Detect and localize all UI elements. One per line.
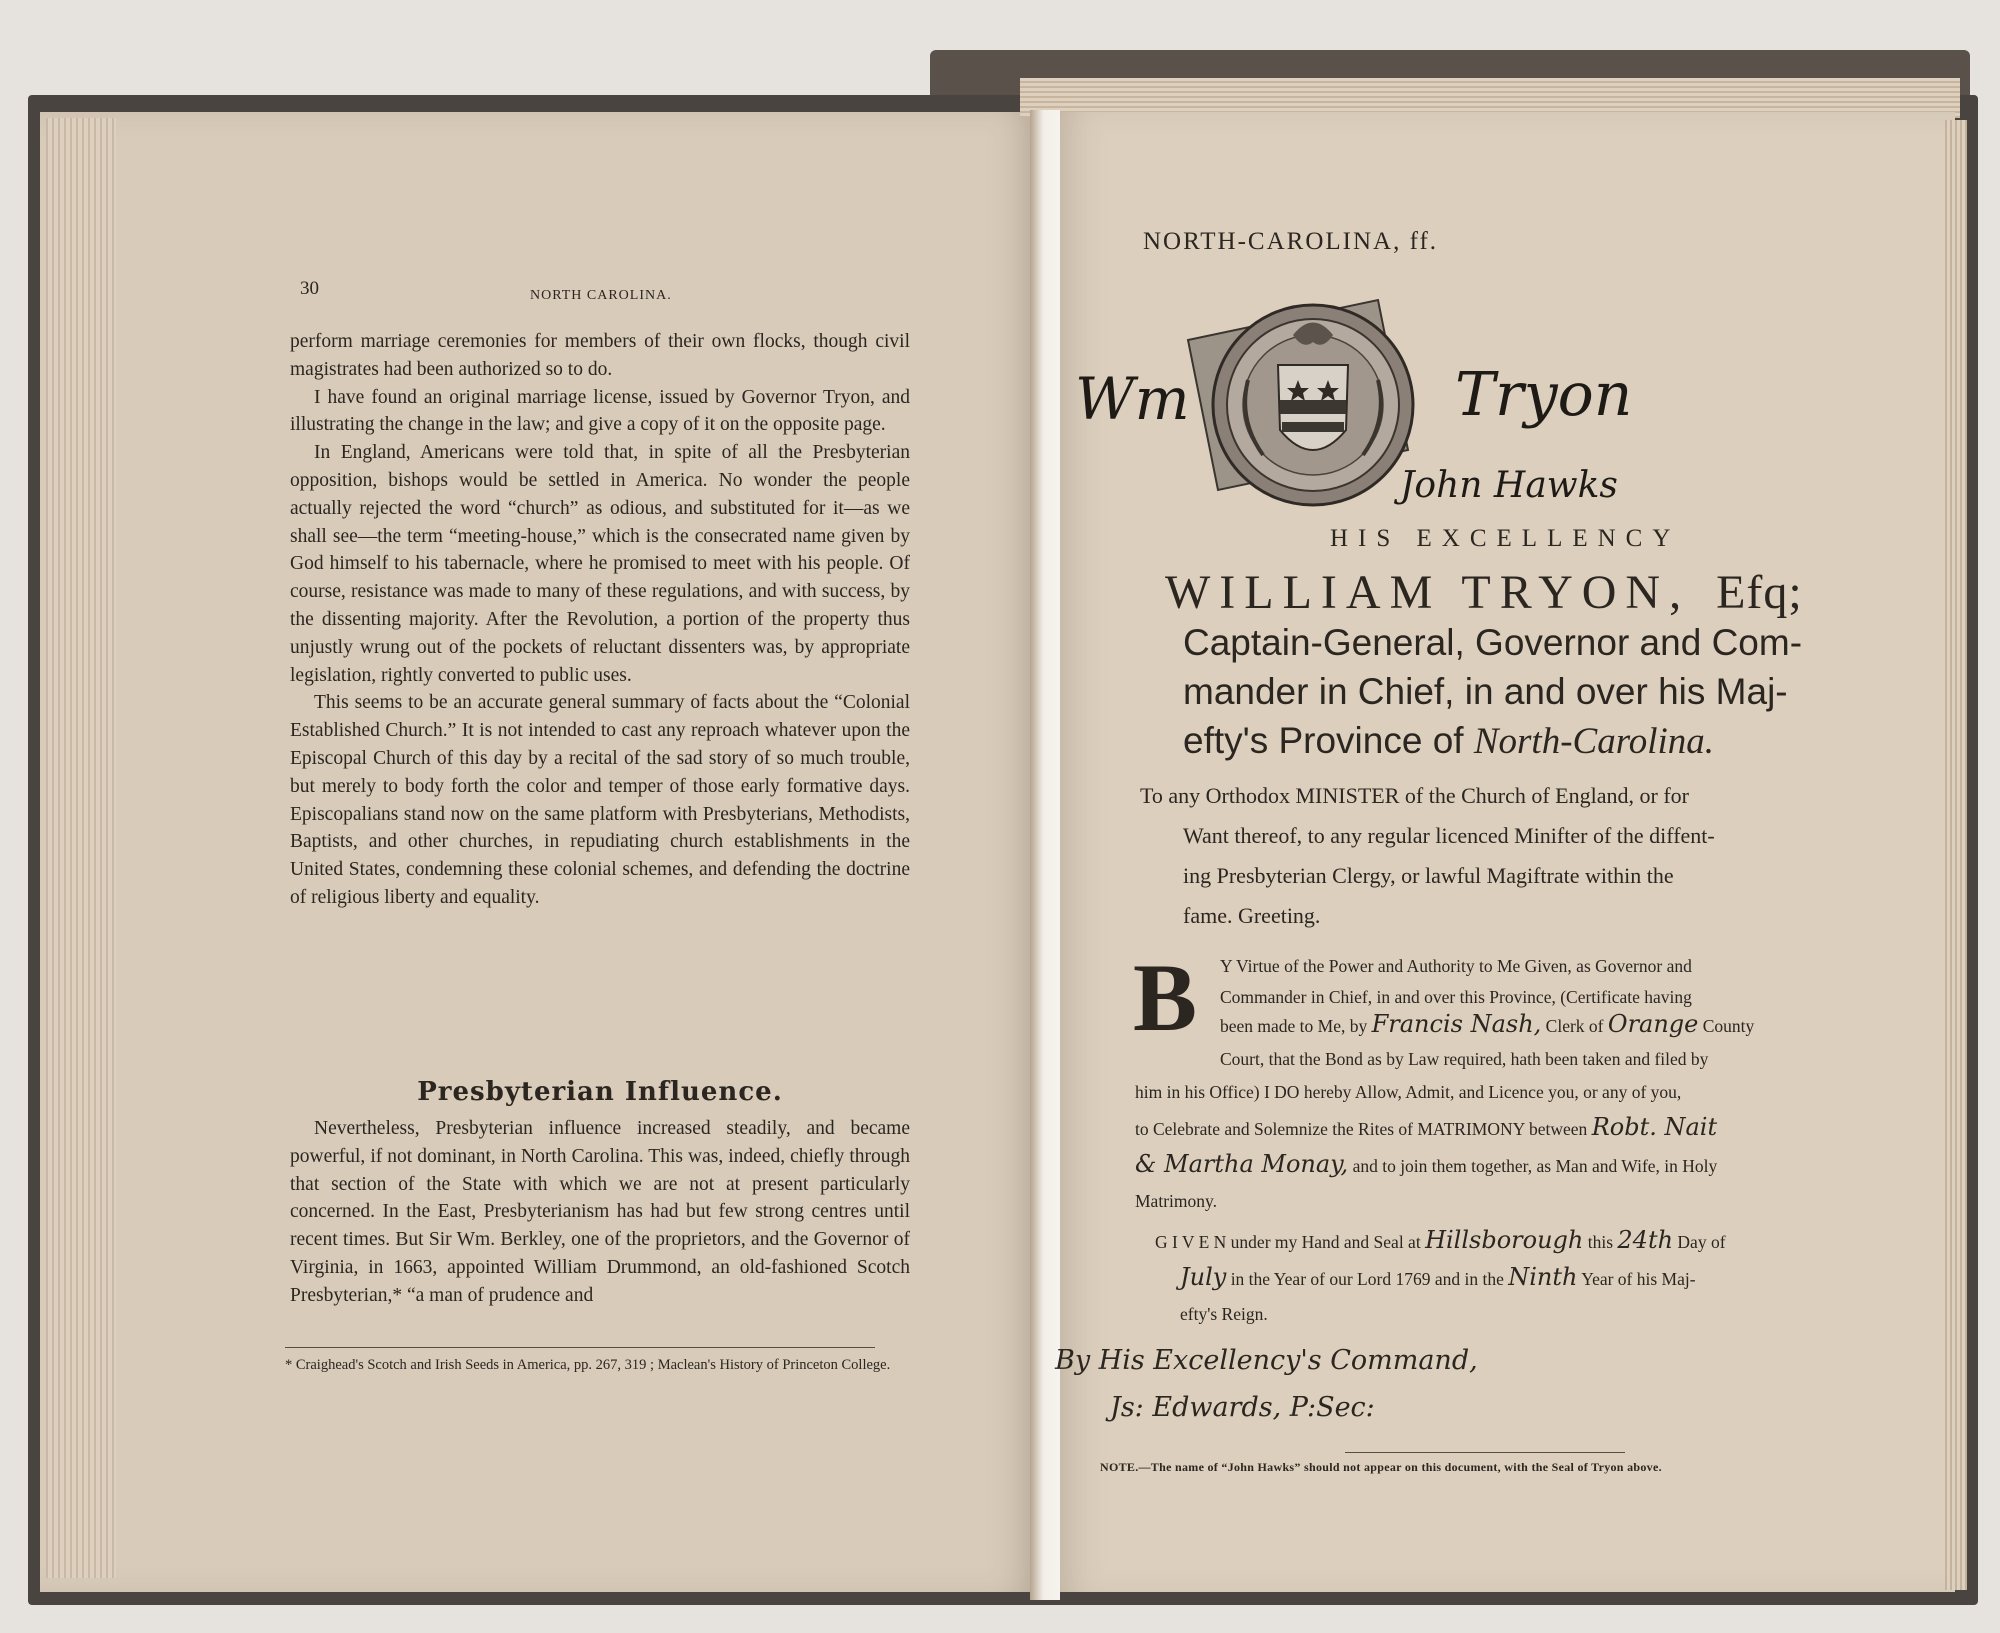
body-line-8: Matrimony. — [1135, 1191, 1217, 1211]
given-text-b: this — [1587, 1232, 1614, 1252]
address-line-4: fame. Greeting. — [1183, 903, 1321, 928]
page-number: 30 — [300, 278, 319, 299]
hillsborough-script: Hillsborough — [1425, 1226, 1584, 1254]
governor-title-line-1: Captain-General, Governor and Com- — [1183, 622, 1803, 663]
paragraph-4: This seems to be an accurate general summary of facts about the “Colonial Established Church.” It is not intended to cast any reproach whatever upon the Episcopal Church of this day by a recital of the sad story of so much trouble, but merely to body forth the color and temper of those early formative days. Episcopalians stand now on the same platform with Presbyterians, Methodists, Baptists, and other churches, in repudiating church establishments in the United States, condemning these colonial schemes, and defending the doctrine of religious liberty and equality. — [290, 692, 910, 908]
signature-john-hawks: John Hawks — [1400, 465, 1618, 506]
left-page-text — [290, 328, 910, 912]
body-line-7-b: and to join them together, as Man and Wife, in Holy — [1352, 1156, 1718, 1176]
body-line-3 — [1220, 1009, 1754, 1042]
book-gutter — [1030, 110, 1060, 1600]
paragraph-3: In England, Americans were told that, in spite of all the Presbyterian opposition, bishops would be settled in America. No wonder the people actually rejected the word “church” as odious, and substituted for it—as we shall see—the term “meeting-house,” which is the consecrated name given by God himself to his tabernacle, where he promised to meet with his people. Of course, resistance was made to many of these regulations, and with success, by the dissenting majority. After the Revolution, a portion of the property thus unjustly wrung out of the pockets of reluctant dissenters was, by appropriate legislation, rightly converted to public uses. — [290, 442, 910, 686]
july-script: July — [1180, 1263, 1227, 1291]
body-line-7 — [1135, 1149, 1717, 1182]
given-line-3: efty's Reign. — [1180, 1304, 1268, 1324]
address-line-2: Want thereof, to any regular licenced Minifter of the diffent- — [1183, 823, 1715, 848]
body-line-4: Court, that the Bond as by Law required, hath been taken and filed by — [1220, 1049, 1709, 1069]
bottom-note: NOTE.—The name of “John Hawks” should not appear on this document, with the Seal of Tryon above. — [1100, 1460, 1662, 1474]
running-head: NORTH CAROLINA. — [530, 288, 672, 303]
governor-title-line-2: mander in Chief, in and over his Maj- — [1183, 671, 1788, 712]
left-page-edges — [46, 118, 116, 1578]
esquire-text: Efq; — [1716, 566, 1803, 619]
his-excellency-heading: HIS EXCELLENCY — [1330, 525, 1681, 552]
wax-seal-image — [1178, 280, 1438, 530]
governor-name-text: WILLIAM TRYON, — [1165, 566, 1691, 619]
signature-wm: Wm — [1075, 365, 1190, 433]
body-line-5: him in his Office) I DO hereby Allow, Admit, and Licence you, or any of you, — [1135, 1082, 1682, 1102]
ninth-script: Ninth — [1508, 1263, 1578, 1291]
body-line-1: Y Virtue of the Power and Authority to Me Given, as Governor and — [1220, 956, 1692, 976]
body-line-2: Commander in Chief, in and over this Province, (Certificate having — [1220, 987, 1692, 1007]
address-line-1: To any Orthodox MINISTER of the Church of England, or for — [1140, 783, 1689, 808]
body-line-6 — [1135, 1112, 1717, 1145]
governor-title-line-3 — [1183, 716, 1853, 766]
paragraph-2: I have found an original marriage license, issued by Governor Tryon, and illustrating the change in the law; and give a copy of it on the opposite page. — [290, 386, 910, 436]
body-line-3-b: Clerk of — [1545, 1016, 1604, 1036]
command-line-1: By His Excellency's Command, — [1055, 1345, 1478, 1376]
given-text-a: G I V E N under my Hand and Seal at — [1155, 1232, 1421, 1252]
martha-monay-script: & Martha Monay, — [1135, 1150, 1349, 1178]
francis-nash-script: Francis Nash, — [1371, 1010, 1542, 1038]
section-heading: Presbyterian Influence. — [417, 1077, 783, 1107]
orange-script: Orange — [1607, 1010, 1699, 1038]
body-line-6-a: to Celebrate and Solemnize the Rites of MATRIMONY between — [1135, 1119, 1588, 1139]
address-line-3: ing Presbyterian Clergy, or lawful Magiftrate within the — [1183, 863, 1674, 888]
robt-nait-script: Robt. Nait — [1591, 1113, 1718, 1141]
command-line-2: Js: Edwards, P:Sec: — [1110, 1392, 1375, 1423]
given-text-c: Day of — [1677, 1232, 1726, 1252]
drop-cap: B — [1133, 944, 1198, 1051]
given-text-e: Year of his Maj- — [1581, 1269, 1696, 1289]
footnote-rule — [285, 1347, 875, 1348]
document-state-heading: NORTH-CAROLINA, ff. — [1143, 228, 1439, 255]
day-script: 24th — [1617, 1226, 1674, 1254]
signature-tryon: Tryon — [1455, 360, 1633, 430]
province-name: North-Carolina. — [1473, 721, 1715, 762]
section-paragraph: Nevertheless, Presbyterian influence increased steadily, and became powerful, if not dominant, in North Carolina. This was, indeed, chiefly through that section of the State with which we are not at present particularly concerned. In the East, Presbyterianism has had but few strong centres until recent times. But Sir Wm. Berkley, one of the proprietors, and the Governor of Virginia, in 1663, appointed William Drummond, an old-fashioned Scotch Presbyterian,* “a man of prudence and — [290, 1118, 910, 1306]
note-rule — [1345, 1452, 1625, 1453]
paragraph-1: perform marriage ceremonies for members of their own flocks, though civil magistrates had been authorized so to do. — [290, 331, 910, 380]
governor-name — [1165, 565, 1803, 620]
right-page-edges — [1945, 120, 1967, 1590]
title-line-3-text: efty's Province of — [1183, 720, 1464, 761]
given-line-1 — [1155, 1225, 1726, 1258]
given-text-d: in the Year of our Lord 1769 and in the — [1230, 1269, 1504, 1289]
body-line-3-c: County — [1702, 1016, 1755, 1036]
section-text — [290, 1115, 910, 1310]
body-line-3-a: been made to Me, by — [1220, 1016, 1368, 1036]
given-line-2 — [1180, 1262, 1696, 1295]
footnote: * Craighead's Scotch and Irish Seeds in America, pp. 267, 319 ; Maclean's History of Princeton College. — [285, 1357, 891, 1373]
